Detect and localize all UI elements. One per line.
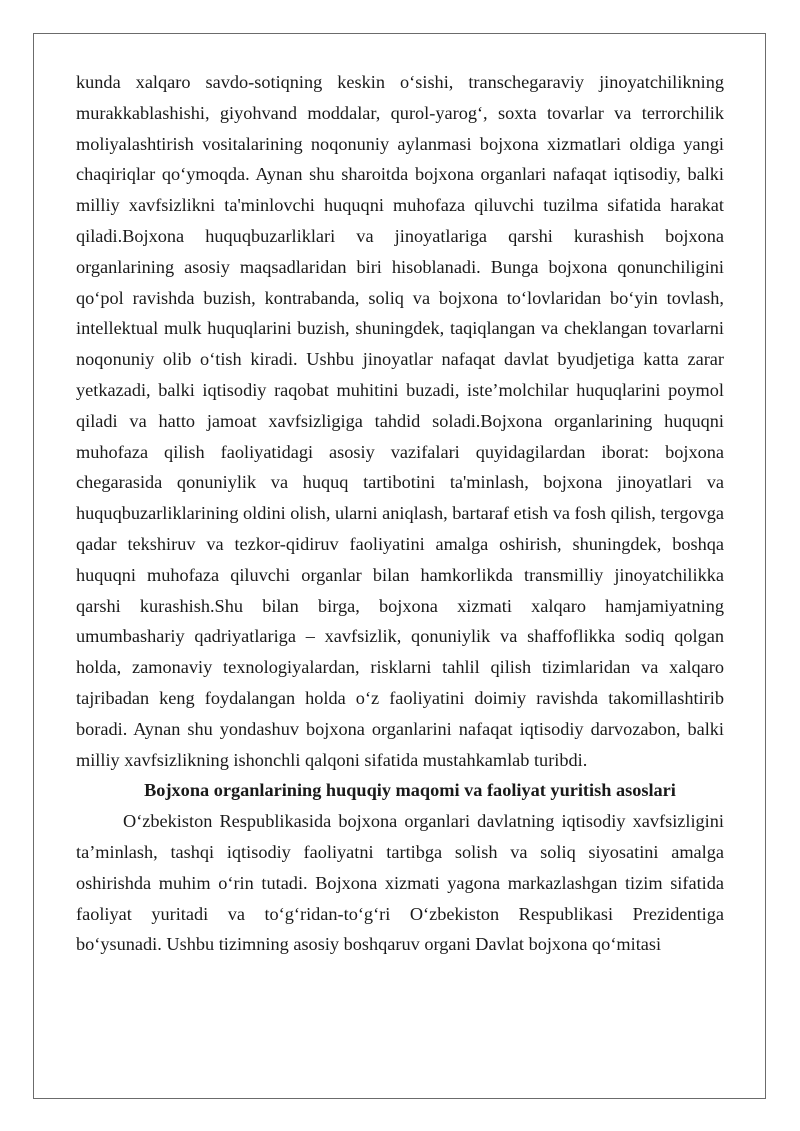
section-heading: Bojxona organlarining huquqiy maqomi va faoliyat yuritish asoslari — [144, 780, 676, 801]
body-paragraph-continued: kunda xalqaro savdo-sotiqning keskin o‘sishi, transchegaraviy jinoyatchilikning murakkablashishi, giyohvand moddalar, qurol-yarog‘, soxta tovarlar va terrorchilik moliyalashtirish vositalarining noqonuniy aylanmasi bojxona xizmatlari oldiga yangi chaqiriqlar qo‘ymoqda. Aynan shu sharoitda bojxona organlari nafaqat iqtisodiy, balki milliy xavfsizlikni ta'minlovchi huquqni muhofaza qiluvchi tuzilma sifatida harakat qiladi.Bojxona huquqbuzarliklari va jinoyatlariga qarshi kurashish bojxona organlarining asosiy maqsadlaridan biri hisoblanadi. Bunga bojxona qonunchiligini qo‘pol ravishda buzish, kontrabanda, soliq va bojxona to‘lovlaridan bo‘yin tovlash, intellektual mulk huquqlarini buzish, shuningdek, taqiqlangan va cheklangan tovarlarni noqonuniy olib o‘tish kiradi. Ushbu jinoyatlar nafaqat davlat byudjetiga katta zarar yetkazadi, balki iqtisodiy raqobat muhitini buzadi, iste’molchilar huquqlarini poymol qiladi va hatto jamoat xavfsizligiga tahdid soladi.Bojxona organlarining huquqni muhofaza qilish faoliyatidagi asosiy vazifalari quyidagilardan iborat: bojxona chegarasida qonuniylik va huquq tartibotini ta'minlash, bojxona jinoyatlari va huquqbuzarliklarining oldini olish, ularni aniqlash, bartaraf etish va fosh qilish, tergovga qadar tekshiruv va tezkor-qidiruv faoliyatini amalga oshirish, shuningdek, boshqa huquqni muhofaza qiluvchi organlar bilan hamkorlikda transmilliy jinoyatchilikka qarshi kurashish.Shu bilan birga, bojxona xizmati xalqaro hamjamiyatning umumbashariy qadriyatlariga – xavfsizlik, qonuniylik va shaffoflikka sodiq qolgan holda, zamonaviy texnologiyalardan, risklarni tahlil qilish tizimlaridan va xalqaro tajribadan keng foydalangan holda o‘z faoliyatini doimiy ravishda takomillashtirib boradi. Aynan shu yondashuv bojxona organlarini nafaqat iqtisodiy darvozabon, balki milliy xavfsizlikning ishonchli qalqoni sifatida mustahkamlab turibdi. — [76, 72, 725, 770]
document-body — [76, 67, 724, 960]
body-paragraph: O‘zbekiston Respublikasida bojxona organlari davlatning iqtisodiy xavfsizligini ta’minlash, tashqi iqtisodiy faoliyatni tartibga solish va soliq siyosatini amalga oshirishda muhim o‘rin tutadi. Bojxona xizmati yagona markazlashgan tizim sifatida faoliyat yuritadi va to‘g‘ridan-to‘g‘ri O‘zbekiston Respublikasi Prezidentiga bo‘ysunadi. Ushbu tizimning asosiy boshqaruv organi Davlat bojxona qo‘mitasi — [76, 811, 724, 955]
